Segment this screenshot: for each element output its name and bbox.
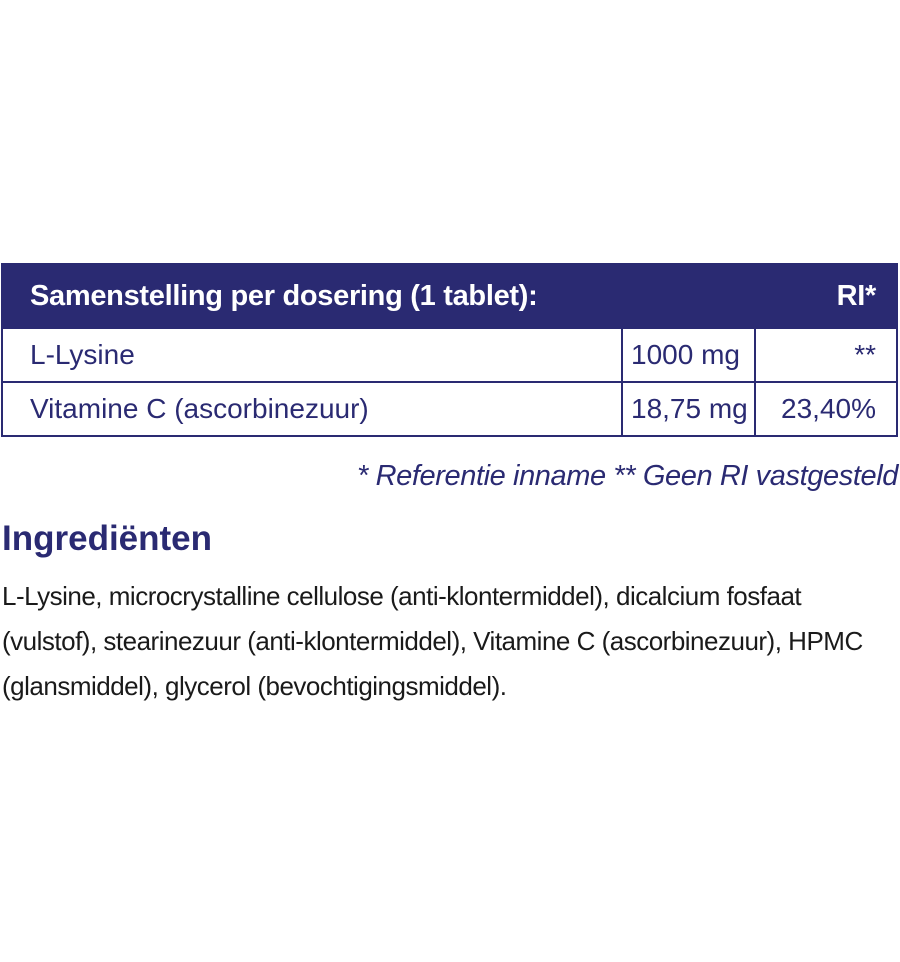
table-row (3, 381, 896, 435)
ingredients-heading: Ingrediënten (2, 519, 213, 558)
ingredient-amount-cell: 18,75 mg (623, 383, 756, 435)
table-header-label: Samenstelling per dosering (1 tablet): (30, 279, 538, 312)
ingredient-name-cell: Vitamine C (ascorbinezuur) (3, 383, 623, 435)
ingredient-ri-cell: ** (854, 339, 876, 370)
table-row (3, 327, 896, 381)
ingredient-amount-cell: 1000 mg (623, 329, 756, 381)
nutrition-table (1, 263, 898, 437)
table-header (3, 265, 896, 327)
ri-footnote: * Referentie inname ** Geen RI vastgesteld (357, 460, 898, 492)
table-header-ri: RI* (836, 279, 876, 312)
ingredient-ri-cell: 23,40% (781, 393, 876, 424)
ingredient-name-cell: L-Lysine (3, 329, 623, 381)
ingredients-text: L-Lysine, microcrystalline cellulose (anti-klontermiddel), dicalcium fosfaat (vulstof), stearinezuur (anti-klontermiddel), Vitamine C (ascorbinezuur), HPMC (glansmiddel), glycerol (bevochtigingsmiddel). (2, 581, 863, 701)
